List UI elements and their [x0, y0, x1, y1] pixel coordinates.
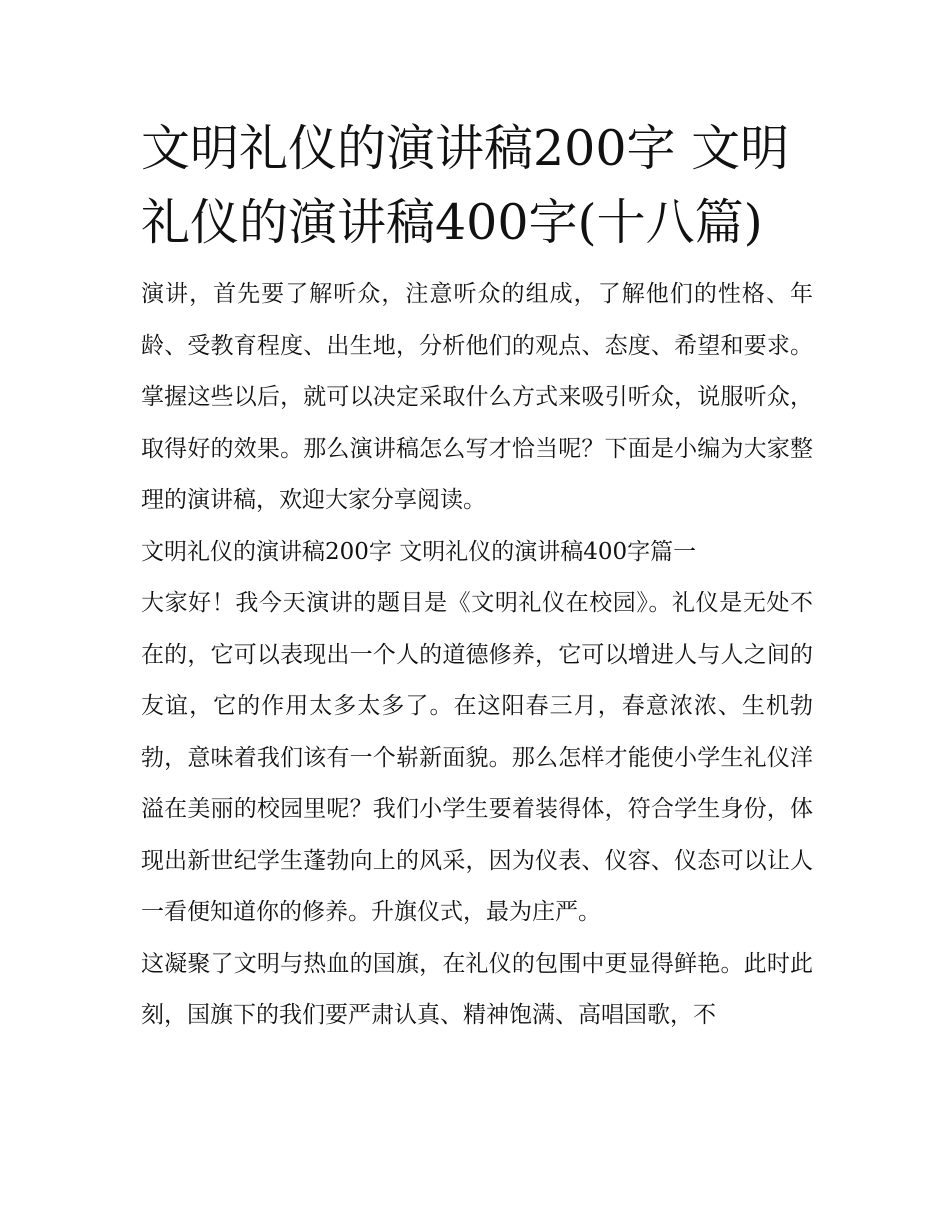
- body-paragraph-2: 这凝聚了文明与热血的国旗，在礼仪的包围中更显得鲜艳。此时此刻，国旗下的我们要严肃认真、精神饱满、高唱国歌，不: [141, 950, 813, 1028]
- body-paragraph-1: 大家好！我今天演讲的题目是《文明礼仪在校园》。礼仪是无处不在的，它可以表现出一个人的道德修养，它可以增进人与人之间的友谊，它的作用太多太多了。在这阳春三月，春意浓浓、生机勃勃，意味着我们该有一个崭新面貌。那么怎样才能使小学生礼仪洋溢在美丽的校园里呢？我们小学生要着装得体，符合学生身份，体现出新世纪学生蓬勃向上的风采，因为仪表、仪容、仪态可以让人一看便知道你的修养。升旗仪式，最为庄严。: [141, 590, 813, 925]
- document-title: 文明礼仪的演讲稿200字 文明礼仪的演讲稿400字(十八篇): [141, 120, 790, 251]
- intro-paragraph: 演讲，首先要了解听众，注意听众的组成，了解他们的性格、年龄、受教育程度、出生地，分析他们的观点、态度、希望和要求。掌握这些以后，就可以决定采取什么方式来吸引听众，说服听众，取得好的效果。那么演讲稿怎么写才恰当呢？下面是小编为大家整理的演讲稿，欢迎大家分享阅读。: [141, 281, 813, 513]
- document-body: [141, 112, 813, 1042]
- section-heading: 文明礼仪的演讲稿200字 文明礼仪的演讲稿400字篇一: [141, 538, 697, 565]
